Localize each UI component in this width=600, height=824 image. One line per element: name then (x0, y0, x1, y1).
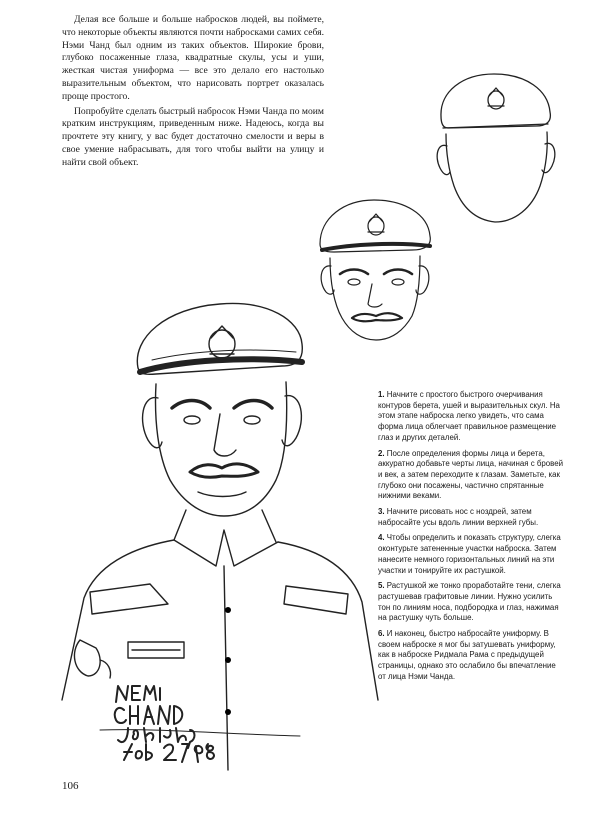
step-number: 1. (378, 390, 385, 399)
step-2 (378, 449, 564, 503)
intro-paragraph-2: Попробуйте сделать быстрый набросок Нэми Чанда по моим кратким инструкциям, приведенным ниже. Надеюсь, когда вы прочтете эту книгу, у вас будет достаточно смелости и веры в свое умение набрасывать, для того чтобы выйти на улицу и найти свой объект. (62, 105, 324, 168)
step-5 (378, 581, 564, 624)
step-6 (378, 629, 564, 683)
artist-signature (115, 686, 214, 762)
page-number: 106 (62, 780, 79, 792)
step-number: 4. (378, 533, 385, 543)
step-text: Чтобы определить и показать структуру, слегка оконтурьте затененные участки наброска. Затем нанесите немного горизонтальных линий на эти участки и тонируйте их растушкой. (378, 533, 561, 575)
sketch-stage-1-outline (437, 74, 555, 222)
step-text: Начните с простого быстрого очерчивания контуров берета, ушей и выразительных скул. На этом этапе наброска легко увидеть, что сама форма лица облегчает правильное размещение глаз и других деталей. (378, 390, 560, 442)
step-text: И наконец, быстро набросайте униформу. В своем наброске я мог бы затушевать униформу, как в наброске Ридмала Рама с предыдущей страницы, однако это ослабило бы впечатление от лица Нэми Чанда. (378, 629, 556, 681)
sketch-stage-2-features (320, 200, 430, 340)
step-1 (378, 390, 564, 444)
step-number: 2. (378, 448, 385, 458)
step-text: После определения формы лица и берета, аккуратно добавьте черты лица, начиная с бровей и век, а затем переходите к глазам. Заметьте, как глубоко они посажены, частично спрятанные нижними веками. (378, 448, 564, 501)
step-number: 5. (378, 581, 385, 591)
intro-paragraph-1: Делая все больше и больше набросков людей, вы поймете, что некоторые объекты являются почти набросками самих себя. Нэми Чанд был одним из таких объектов. Широкие брови, глубоко посаженные глаза, квадратные скулы, усы и уши, жесткая чистая униформа — все это делало его настолько выразительным объектом, что нарисовать портрет оказалась проще простого. (62, 14, 324, 102)
step-number: 6. (378, 629, 385, 639)
step-text: Начните рисовать нос с ноздрей, затем набросайте усы вдоль линии верхней губы. (378, 507, 539, 527)
step-number: 3. (378, 507, 385, 517)
instruction-steps (378, 390, 564, 688)
step-3 (378, 507, 564, 528)
step-text: Растушкой же тонко проработайте тени, слегка растушевав графитовые линии. Нужно усилить тон по линиям носа, подбородка и глаз, нажимая на растушку чуть больше. (378, 581, 561, 623)
sketch-main-portrait (62, 303, 378, 770)
step-4 (378, 533, 564, 576)
